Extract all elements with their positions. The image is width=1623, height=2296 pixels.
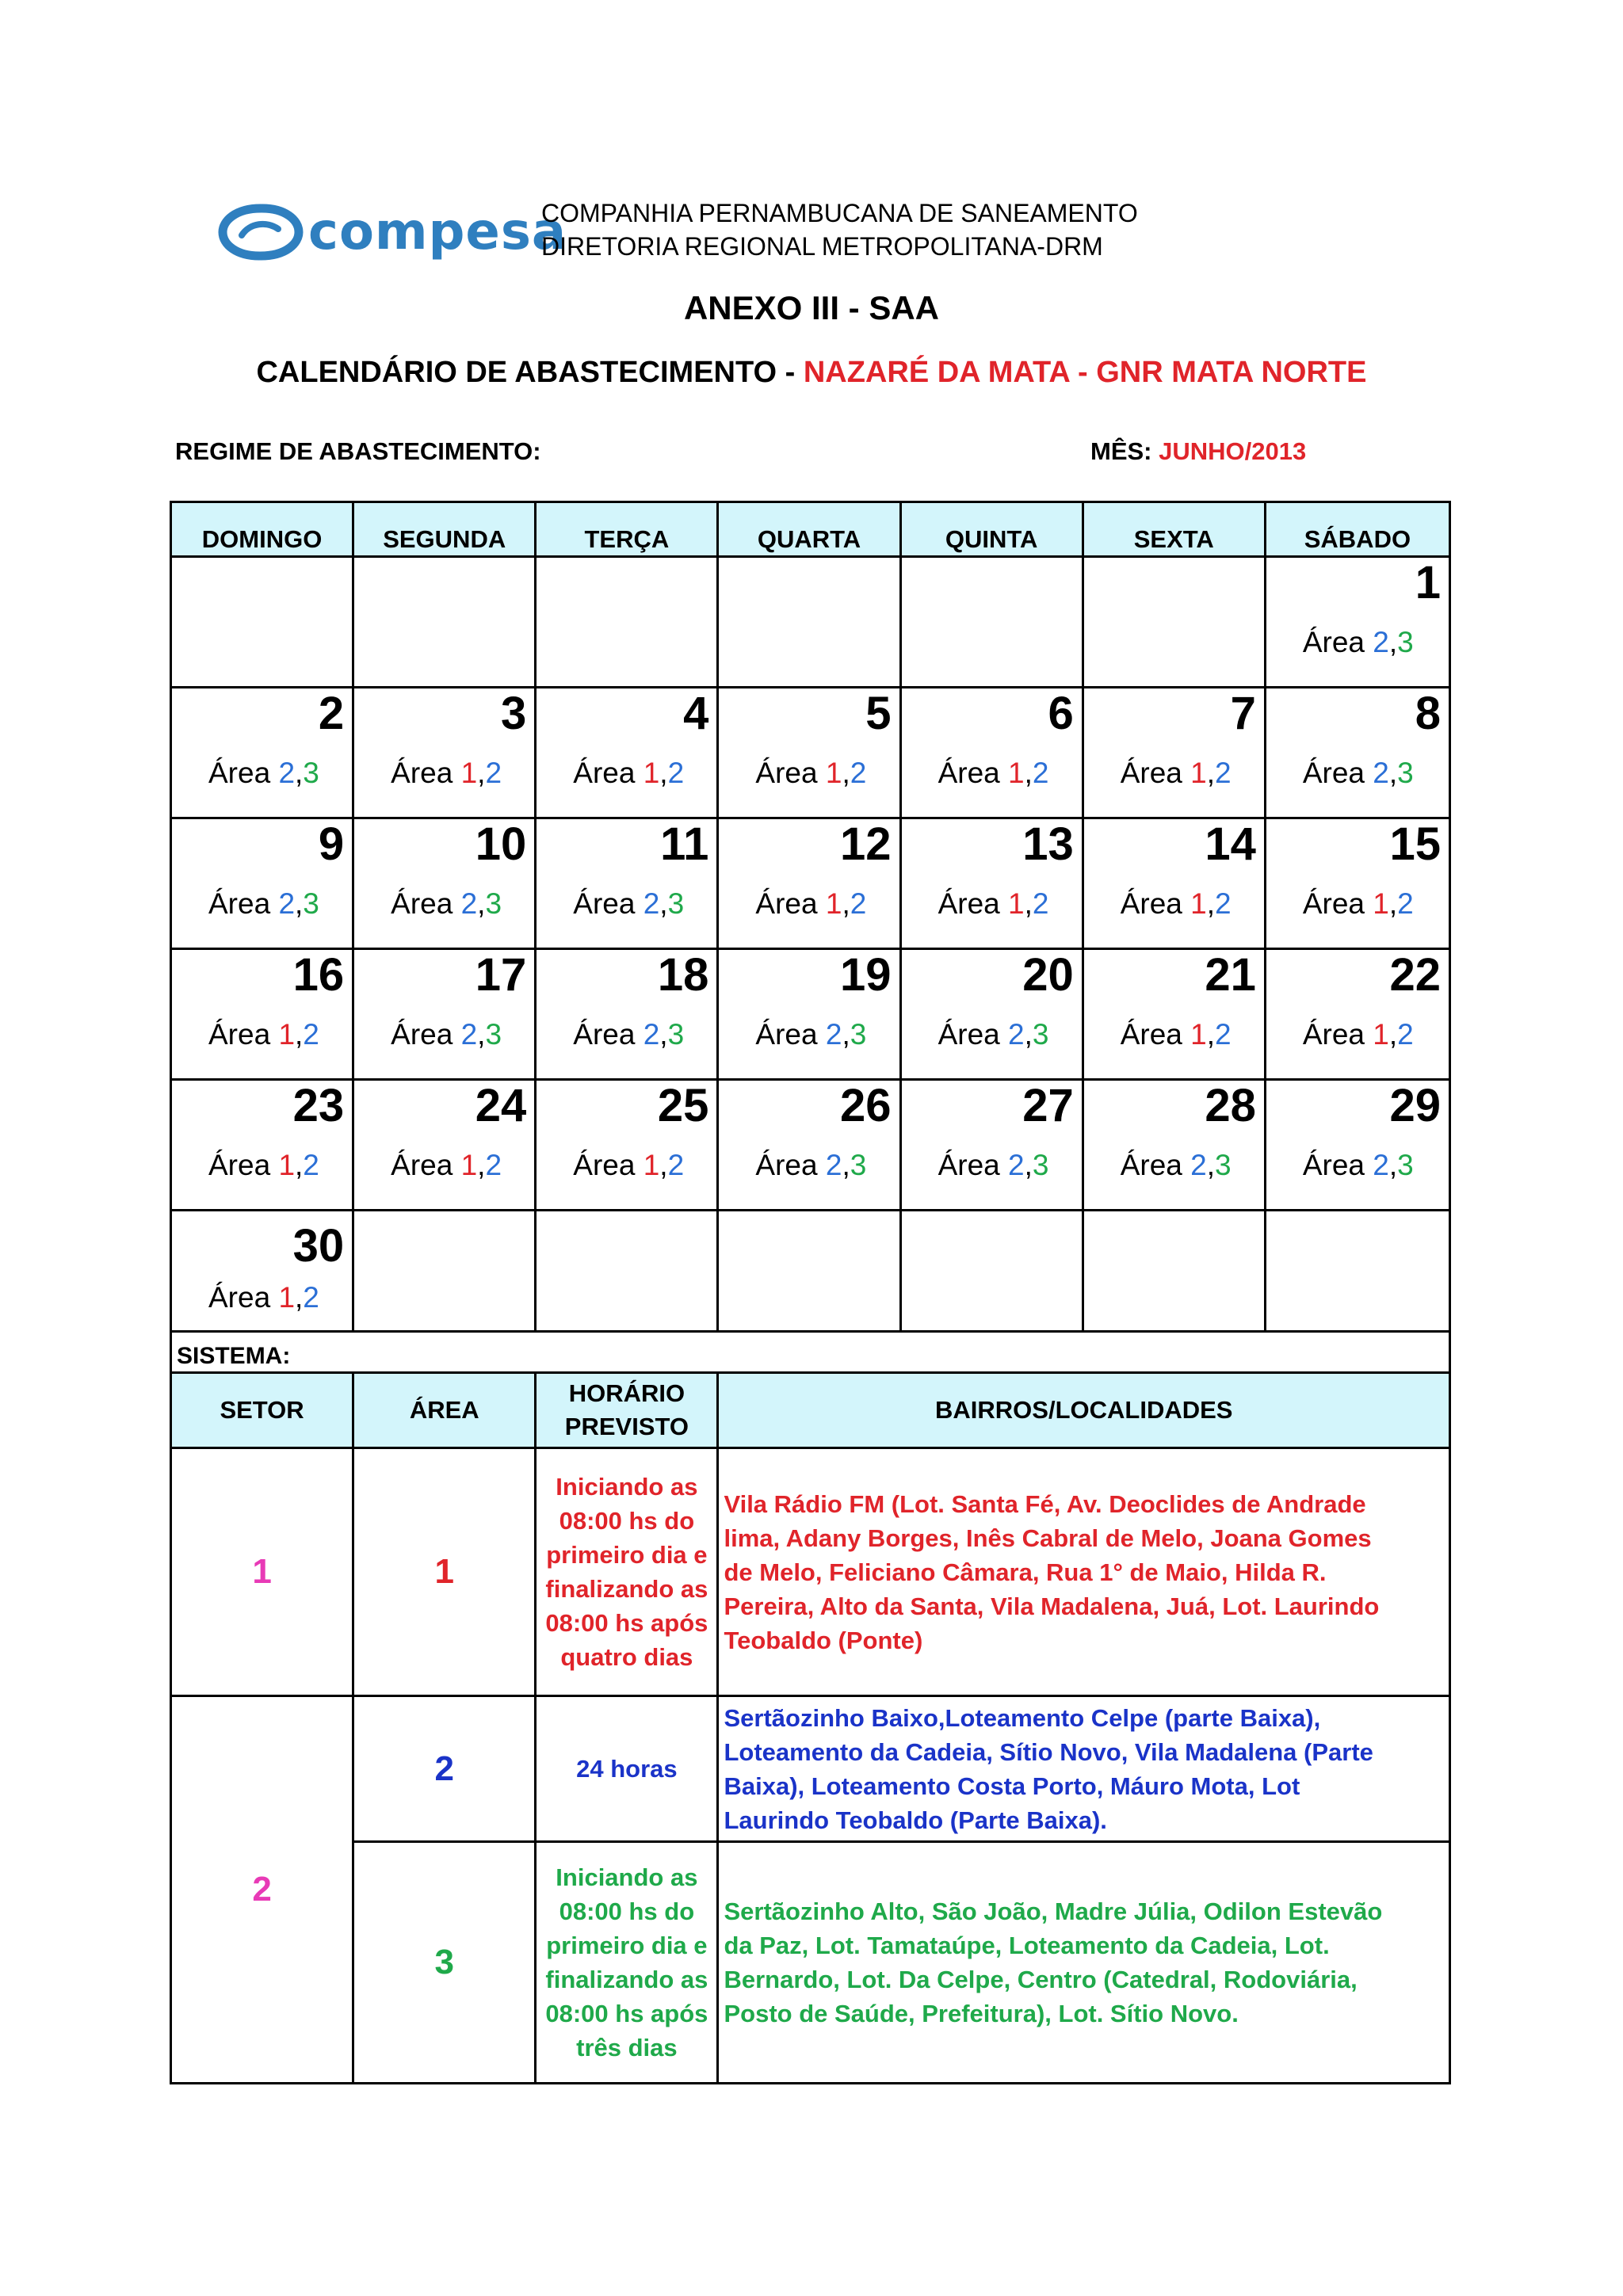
day-number: 7 [1230,688,1256,739]
area-number: 2 [278,887,296,920]
locality-line: de Melo, Feliciano Câmara, Rua 1° de Maio, Hilda R. [724,1558,1327,1586]
area-word: Área [938,1149,1008,1181]
day-areas: Área 2,3 [1120,1149,1232,1181]
day-cell-25 [537,1081,719,1209]
day-number: 30 [292,1220,345,1272]
schedule-line: 08:00 hs do [559,1897,695,1925]
day-number: 4 [683,688,709,739]
day-areas: Área 1,2 [391,1149,502,1181]
day-number: 21 [1205,949,1256,1001]
area-number: 2 [303,1149,319,1181]
locality-line: Laurindo Teobaldo (Parte Baixa). [724,1806,1107,1834]
day-number: 22 [1389,949,1441,1001]
area-number: 1 [1008,887,1025,920]
empty-day-cell [1266,1211,1449,1330]
day-areas: Área 2,3 [1302,1149,1414,1181]
area-word: Área [755,887,826,920]
day-number: 18 [657,949,709,1001]
day-number: 5 [865,688,892,739]
compesa-logo [218,198,567,265]
day-areas: Área 1,2 [208,1281,319,1314]
empty-day-cell [1084,558,1266,686]
day-cell-6 [902,688,1084,817]
day-areas: Área 1,2 [1302,1018,1414,1051]
area-number: 1 [1373,887,1389,920]
area-number: 2 [643,1018,660,1051]
empty-day-cell [354,558,537,686]
day-number: 16 [292,949,345,1001]
day-number: 29 [1389,1080,1441,1131]
area-number: 3 [667,1018,685,1051]
day-areas: Área 1,2 [938,757,1049,789]
locality-line: Teobaldo (Ponte) [724,1626,923,1654]
area-word: Área [938,1018,1008,1051]
area-number: 2 [1215,887,1232,920]
area-word: Área [938,887,1008,920]
calendar-title [0,356,1623,390]
day-areas: Área 1,2 [391,757,502,789]
area-number: 2 [485,1149,502,1181]
day-cell-2 [172,688,354,817]
schedule-line: primeiro dia e [546,1932,708,1959]
day-cell-20 [902,950,1084,1078]
area-number: 2 [1373,1149,1389,1181]
day-cell-27 [902,1081,1084,1209]
calendar-week-row [172,1081,1449,1211]
area-number: 2 [1190,1149,1207,1181]
day-areas: Área 1,2 [938,887,1049,920]
day-number: 28 [1205,1080,1256,1131]
header-horario-line1: HORÁRIO [568,1379,685,1407]
day-number: 8 [1415,688,1441,739]
area-word: Área [208,1281,279,1314]
area-number: 1 [460,757,478,789]
area-number: 1 [278,1018,296,1051]
weekday-2: TERÇA [537,503,719,555]
day-cell-29 [1266,1081,1449,1209]
area-number: 3 [1397,757,1414,789]
logo-text: compesa [308,202,567,261]
area-number: 2 [1215,757,1232,789]
day-cell-22 [1266,950,1449,1078]
weekday-5: SEXTA [1084,503,1266,555]
calendar-title-prefix: CALENDÁRIO DE ABASTECIMENTO - [256,356,804,389]
day-number: 2 [318,688,345,739]
area-number: 1 [1190,757,1207,789]
area-word: Área [1302,1018,1373,1051]
month-label-text: MÊS: [1090,437,1159,465]
area-word: Área [208,757,279,789]
area-word: Área [391,757,461,789]
area-number: 2 [1373,626,1389,658]
day-number: 27 [1022,1080,1074,1131]
area-word: Área [208,1149,279,1181]
area-number: 2 [667,1149,685,1181]
locality-line: Bernardo, Lot. Da Celpe, Centro (Catedral, Rodoviária, [724,1966,1358,1993]
area-word: Área [573,1149,643,1181]
regime-label: REGIME DE ABASTECIMENTO: [175,437,541,465]
sector-1-row [172,1449,1449,1697]
day-cell-28 [1084,1081,1266,1209]
calendar-week-row [172,688,1449,819]
area-number: 3 [667,887,685,920]
day-number: 23 [292,1080,345,1131]
empty-day-cell [719,558,901,686]
day-cell-13 [902,819,1084,948]
area-number: 2 [1032,887,1049,920]
locality-line: Baixa), Loteamento Costa Porto, Máuro Mota, Lot [724,1772,1300,1800]
calendar-week-row [172,1211,1449,1333]
area-number: 2 [825,1018,842,1051]
area-2-localities [719,1697,1449,1843]
area-word: Área [1302,887,1373,920]
area-word: Área [573,887,643,920]
area-number: 1 [825,757,842,789]
day-areas: Área 2,3 [755,1149,867,1181]
empty-day-cell [537,558,719,686]
day-number: 12 [840,818,892,870]
day-cell-1 [1266,558,1449,686]
schedule-line: três dias [576,2034,678,2061]
day-areas: Área 1,2 [1120,757,1232,789]
area-word: Área [1120,887,1191,920]
area-word: Área [391,1149,461,1181]
day-cell-18 [537,950,719,1078]
sector-2-area-3: 3 [434,1943,454,1981]
day-areas: Área 2,3 [1302,626,1414,658]
compesa-swirl-icon [218,200,304,264]
day-number: 19 [840,949,892,1001]
weekday-4: QUINTA [902,503,1084,555]
day-areas: Área 1,2 [208,1149,319,1181]
day-areas: Área 2,3 [391,887,502,920]
day-number: 9 [318,818,345,870]
empty-day-cell [354,1211,537,1330]
area-number: 2 [303,1018,319,1051]
empty-day-cell [902,1211,1084,1330]
area-word: Área [1302,1149,1373,1181]
weekday-header-row [172,503,1449,558]
calendar-title-location: NAZARÉ DA MATA - GNR MATA NORTE [803,356,1367,389]
day-areas: Área 1,2 [573,1149,685,1181]
calendar-week-row [172,558,1449,688]
sector-table-header [172,1374,1449,1449]
sector-2-area-2: 2 [354,1697,534,1843]
area-word: Área [755,757,826,789]
day-areas: Área 1,2 [1120,887,1232,920]
anexo-title: ANEXO III - SAA [683,289,940,326]
day-number: 3 [501,688,527,739]
day-cell-9 [172,819,354,948]
area-number: 1 [1008,757,1025,789]
area-word: Área [391,1018,461,1051]
area-3-schedule [537,1843,716,2082]
day-areas: Área 2,3 [755,1018,867,1051]
day-number: 14 [1205,818,1256,870]
area-number: 1 [278,1149,296,1181]
area-number: 1 [1190,1018,1207,1051]
area-number: 2 [485,757,502,789]
supply-calendar [170,501,1451,2084]
day-cell-16 [172,950,354,1078]
area-number: 2 [1008,1018,1025,1051]
area-number: 1 [460,1149,478,1181]
area-3-localities [719,1843,1449,2082]
area-number: 3 [1215,1149,1232,1181]
area-word: Área [755,1018,826,1051]
schedule-line: quatro dias [560,1643,693,1671]
sistema-label: SISTEMA: [172,1333,1449,1374]
schedule-line: 08:00 hs após [545,1609,708,1637]
locality-line: Sertãozinho Baixo,Loteamento Celpe (parte Baixa), [724,1703,1321,1732]
area-number: 2 [460,1018,478,1051]
area-number: 1 [643,1149,660,1181]
area-number: 2 [643,887,660,920]
area-2-schedule: 24 horas [537,1697,716,1843]
area-number: 1 [1373,1018,1389,1051]
weekday-6: SÁBADO [1304,525,1411,553]
area-word: Área [208,887,279,920]
area-number: 1 [825,887,842,920]
area-number: 2 [1008,1149,1025,1181]
area-number: 2 [1215,1018,1232,1051]
weekday-3: QUARTA [719,503,901,555]
calendar-week-row [172,819,1449,950]
area-word: Área [1302,626,1373,658]
day-cell-8 [1266,688,1449,817]
empty-day-cell [172,558,354,686]
day-areas: Área 1,2 [208,1018,319,1051]
locality-line: da Paz, Lot. Tamataúpe, Loteamento da Cadeia, Lot. [724,1932,1330,1959]
schedule-line: finalizando as [545,1966,708,1993]
header-horario [537,1374,719,1447]
header-horario-line2: PREVISTO [564,1413,689,1440]
area-number: 3 [1397,1149,1414,1181]
area-number: 2 [850,887,867,920]
sector-2-number: 2 [252,1870,272,1909]
area-word: Área [755,1149,826,1181]
empty-day-cell [537,1211,719,1330]
area-number: 3 [303,887,319,920]
locality-line: Loteamento da Cadeia, Sítio Novo, Vila Madalena (Parte [724,1737,1373,1766]
empty-day-cell [902,558,1084,686]
area-word: Área [1120,1018,1191,1051]
day-areas: Área 2,3 [1302,757,1414,789]
area-number: 3 [1397,626,1414,658]
header-bairros: BAIRROS/LOCALIDADES [935,1396,1233,1424]
area-word: Área [391,887,461,920]
area-number: 1 [1190,887,1207,920]
day-number: 24 [475,1080,527,1131]
area-number: 3 [485,1018,502,1051]
day-cell-15 [1266,819,1449,948]
day-cell-7 [1084,688,1266,817]
day-cell-12 [719,819,901,948]
day-areas: Área 1,2 [755,887,867,920]
day-cell-26 [719,1081,901,1209]
day-number: 13 [1022,818,1074,870]
day-areas: Área 2,3 [573,1018,685,1051]
area-number: 2 [1397,887,1414,920]
weekday-0: DOMINGO [172,503,354,555]
area-word: Área [1120,757,1191,789]
area-number: 2 [303,1281,319,1314]
day-cell-24 [354,1081,537,1209]
locality-line: Pereira, Alto da Santa, Vila Madalena, Juá, Lot. Laurindo [724,1592,1380,1620]
weekday-1: SEGUNDA [354,503,537,555]
day-cell-17 [354,950,537,1078]
schedule-line: 08:00 hs do [559,1507,695,1535]
day-number: 25 [657,1080,709,1131]
schedule-line: primeiro dia e [546,1541,708,1569]
calendar-weeks [172,558,1449,1333]
area-number: 3 [1032,1149,1049,1181]
org-line-1: COMPANHIA PERNAMBUCANA DE SANEAMENTO [541,199,1138,227]
area-number: 3 [485,887,502,920]
day-number: 15 [1389,818,1441,870]
calendar-week-row [172,950,1449,1081]
day-cell-23 [172,1081,354,1209]
sector-1-number: 1 [252,1552,272,1591]
day-number: 6 [1048,688,1074,739]
schedule-line: Iniciando as [556,1473,698,1501]
day-number: 10 [475,818,527,870]
area-word: Área [1302,757,1373,789]
sector-1-localities [719,1449,1449,1695]
day-cell-4 [537,688,719,817]
day-cell-10 [354,819,537,948]
day-number: 17 [475,949,527,1001]
header-area: ÁREA [354,1374,537,1447]
empty-day-cell [1084,1211,1266,1330]
day-areas: Área 2,3 [573,887,685,920]
area-number: 3 [850,1149,867,1181]
organization-name [541,196,1138,263]
day-cell-30 [172,1211,354,1330]
day-cell-5 [719,688,901,817]
day-cell-3 [354,688,537,817]
day-areas: Área 2,3 [208,887,319,920]
area-word: Área [208,1018,279,1051]
locality-line: lima, Adany Borges, Inês Cabral de Melo, Joana Gomes [724,1524,1372,1552]
area-number: 2 [667,757,685,789]
schedule-line: finalizando as [545,1575,708,1603]
org-line-2: DIRETORIA REGIONAL METROPOLITANA-DRM [541,232,1103,261]
area-number: 2 [825,1149,842,1181]
day-cell-21 [1084,950,1266,1078]
locality-line: Sertãozinho Alto, São João, Madre Júlia, Odilon Estevão [724,1897,1383,1925]
day-areas: Área 1,2 [1302,887,1414,920]
day-areas: Área 2,3 [938,1018,1049,1051]
empty-day-cell [719,1211,901,1330]
area-number: 2 [278,757,296,789]
locality-line: Vila Rádio FM (Lot. Santa Fé, Av. Deoclides de Andrade [724,1489,1366,1518]
area-word: Área [938,757,1008,789]
day-areas: Área 2,3 [391,1018,502,1051]
area-number: 2 [850,757,867,789]
area-number: 3 [303,757,319,789]
area-word: Área [573,1018,643,1051]
day-areas: Área 1,2 [755,757,867,789]
sector-1-area: 1 [434,1552,454,1591]
header-setor: SETOR [172,1374,354,1447]
schedule-line: Iniciando as [556,1863,698,1891]
day-areas: Área 1,2 [573,757,685,789]
day-areas: Área 1,2 [1120,1018,1232,1051]
day-number: 1 [1415,557,1441,608]
day-cell-11 [537,819,719,948]
area-number: 3 [850,1018,867,1051]
area-word: Área [573,757,643,789]
month-value: JUNHO/2013 [1159,437,1307,465]
locality-line: Posto de Saúde, Prefeitura), Lot. Sítio Novo. [724,2000,1239,2027]
day-number: 26 [840,1080,892,1131]
area-number: 2 [1397,1018,1414,1051]
day-areas: Área 2,3 [208,757,319,789]
area-number: 2 [1373,757,1389,789]
day-number: 20 [1022,949,1074,1001]
sector-1-schedule [537,1449,716,1695]
area-number: 3 [1032,1018,1049,1051]
day-areas: Área 2,3 [938,1149,1049,1181]
day-number: 11 [660,818,709,870]
area-number: 2 [1032,757,1049,789]
day-cell-19 [719,950,901,1078]
sector-2-row [172,1697,1449,2082]
month-label [1090,437,1306,466]
area-number: 2 [460,887,478,920]
area-number: 1 [643,757,660,789]
area-number: 1 [278,1281,296,1314]
area-word: Área [1120,1149,1191,1181]
day-cell-14 [1084,819,1266,948]
schedule-line: 08:00 hs após [545,2000,708,2027]
